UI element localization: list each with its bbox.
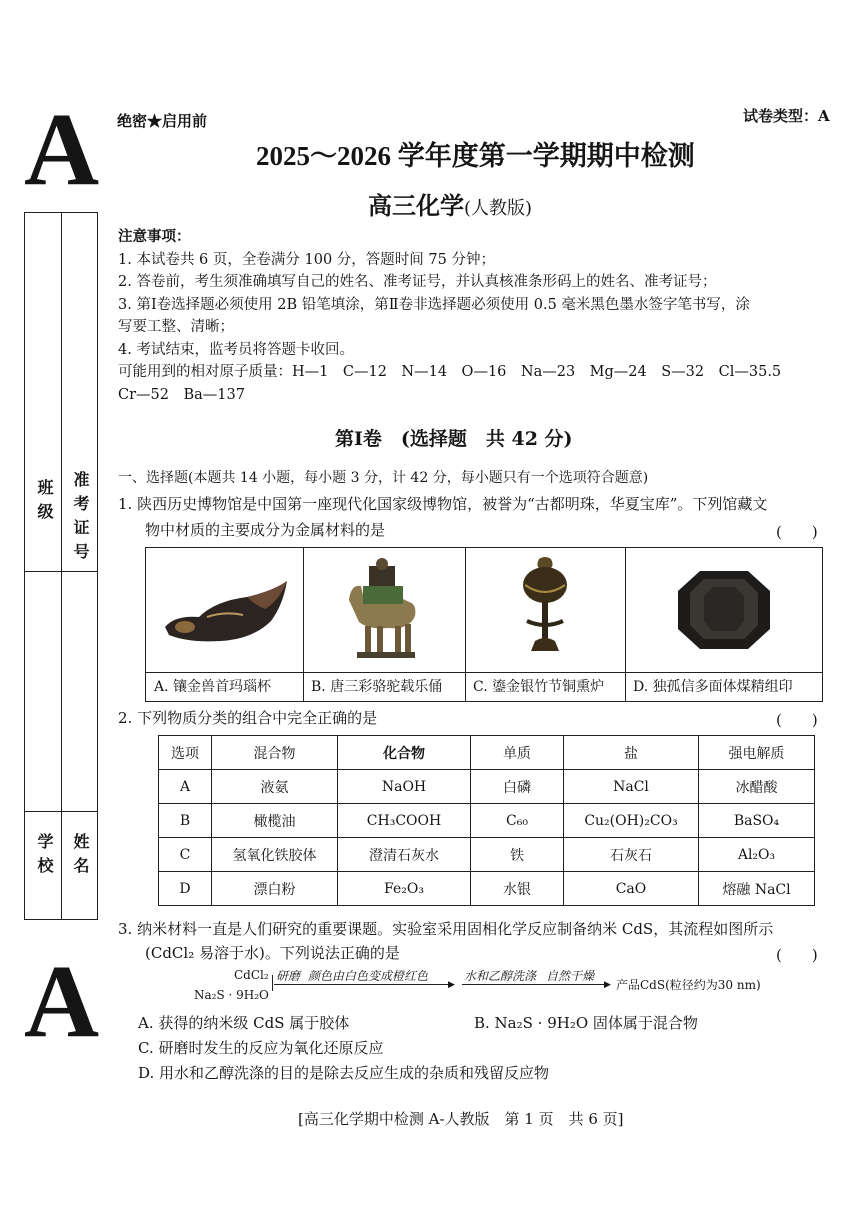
table-cell: 澄清石灰水 [338, 838, 471, 872]
coal-seal-image [625, 548, 822, 672]
section-title: 第Ⅰ卷 (选择题 共 42 分) [335, 428, 573, 450]
reactant-cdcl2: CdCl₂ [234, 968, 269, 982]
name-label: 姓名 [71, 833, 90, 881]
arrow-head-icon: ▶ [448, 980, 455, 990]
flow-arrow-2 [462, 984, 610, 985]
header-cell: 单质 [471, 736, 564, 770]
paper-type-letter-bottom: A [24, 944, 100, 1059]
option-c: C. 研磨时发生的反应为氧化还原反应 [138, 1039, 384, 1057]
strip-divider [61, 213, 62, 919]
flow-product: 产品CdS(粒径约为30 nm) [616, 978, 761, 992]
question-1-line-2: 物中材质的主要成分为金属材料的是 [145, 521, 386, 539]
answer-bracket: ( ) [776, 946, 818, 964]
table-cell: D [159, 872, 212, 906]
option-a-caption: A. 镶金兽首玛瑙杯 [146, 672, 303, 701]
notes-heading: 注意事项： [118, 228, 191, 245]
incense-burner-image [465, 548, 625, 672]
table-header-row [159, 736, 815, 770]
bracket-line [272, 975, 273, 991]
table-cell: 石灰石 [564, 838, 699, 872]
table-row [159, 838, 815, 872]
header-cell: 选项 [159, 736, 212, 770]
table-cell: 橄榄油 [212, 804, 338, 838]
flow-step-dry: 自然干燥 [546, 969, 595, 983]
option-b-caption: B. 唐三彩骆驼载乐俑 [303, 672, 465, 701]
question-2-stem: 2. 下列物质分类的组合中完全正确的是 [118, 709, 378, 727]
table-cell: B [159, 804, 212, 838]
exam-title: 2025～2026 学年度第一学期期中检测 [256, 141, 695, 171]
table-cell: 熔融 NaCl [699, 872, 815, 906]
table-cell: 液氨 [212, 770, 338, 804]
option-b-cell [303, 548, 466, 701]
page-footer: [高三化学期中检测 A-人教版 第 1 页 共 6 页] [298, 1110, 624, 1128]
table-row [159, 770, 815, 804]
table-cell: 铁 [471, 838, 564, 872]
process-flow [190, 966, 790, 1006]
table-row [159, 872, 815, 906]
note-item: 4. 考试结束，监考员将答题卡收回。 [118, 341, 354, 358]
table-cell: NaOH [338, 770, 471, 804]
option-d-caption: D. 独孤信多面体煤精组印 [625, 672, 822, 701]
note-item: 写要工整、清晰； [118, 319, 234, 335]
strip-line [25, 571, 97, 572]
artifact-table [145, 547, 823, 702]
table-cell: 氢氧化铁胶体 [212, 838, 338, 872]
table-cell: CH₃COOH [338, 804, 471, 838]
table-row [159, 804, 815, 838]
table-cell: CaO [564, 872, 699, 906]
flow-step-color: 颜色由白色变成橙红色 [308, 969, 429, 983]
subject-name: 高三化学 [368, 191, 464, 220]
option-b: B. Na₂S · 9H₂O 固体属于混合物 [474, 1014, 698, 1032]
answer-bracket: ( ) [776, 523, 818, 541]
table-cell: 水银 [471, 872, 564, 906]
option-d: D. 用水和乙醇洗涤的目的是除去反应生成的杂质和残留反应物 [138, 1064, 550, 1082]
option-a: A. 获得的纳米级 CdS 属于胶体 [138, 1014, 350, 1032]
table-cell: Al₂O₃ [699, 838, 815, 872]
secret-label: 绝密★启用前 [117, 112, 208, 130]
question-3-line-2: (CdCl₂ 易溶于水)。下列说法正确的是 [145, 944, 400, 962]
note-item: 1. 本试卷共 6 页，全卷满分 100 分，答题时间 75 分钟； [118, 251, 495, 268]
answer-bracket: ( ) [776, 711, 818, 729]
note-item: 2. 答卷前，考生须准确填写自己的姓名、准考证号，并认真核准条形码上的姓名、准考证号； [118, 274, 717, 290]
header-cell: 混合物 [212, 736, 338, 770]
table-cell: 漂白粉 [212, 872, 338, 906]
option-c-cell [465, 548, 626, 701]
arrow-head-icon: ▶ [604, 980, 611, 990]
candidate-info-strip [24, 212, 98, 920]
paper-type-letter-top: A [24, 92, 100, 207]
question-3-line-1: 3. 纳米材料一直是人们研究的重要课题。实验室采用固相化学反应制备纳米 CdS，其流程如图所示 [118, 920, 774, 938]
tricolor-camel-image [303, 548, 465, 672]
reactant-na2s: Na₂S · 9H₂O [194, 988, 269, 1002]
agate-cup-image [146, 548, 303, 672]
table-cell: Cu₂(OH)₂CO₃ [564, 804, 699, 838]
table-cell: C [159, 838, 212, 872]
flow-arrow-1 [274, 984, 454, 985]
subject-title [368, 186, 532, 221]
table-cell: 白磷 [471, 770, 564, 804]
section-intro: 一、选择题(本题共 14 小题，每小题 3 分，计 42 分，每小题只有一个选项符合题意) [118, 470, 649, 486]
option-a-cell [146, 548, 304, 701]
strip-line [25, 811, 97, 812]
class-label: 班级 [35, 479, 54, 527]
atomic-masses-cont: Cr—52 Ba—137 [118, 386, 245, 403]
table-cell: NaCl [564, 770, 699, 804]
edition: (人教版) [464, 198, 533, 219]
option-c-caption: C. 鎏金银竹节铜熏炉 [465, 672, 625, 701]
flow-step-grind: 研磨 [276, 969, 301, 983]
table-cell: 冰醋酸 [699, 770, 815, 804]
atomic-masses: 可能用到的相对原子质量：H—1 C—12 N—14 O—16 Na—23 Mg—24 S—32 Cl—35.5 [118, 364, 782, 380]
table-cell: Fe₂O₃ [338, 872, 471, 906]
question-1-line-1: 1. 陕西历史博物馆是中国第一座现代化国家级博物馆，被誉为“古都明珠，华夏宝库”。下列馆藏文 [118, 495, 768, 513]
header-cell: 盐 [564, 736, 699, 770]
option-d-cell [625, 548, 822, 701]
exam-number-label: 准考证号 [71, 471, 90, 567]
table-cell: BaSO₄ [699, 804, 815, 838]
header-cell: 化合物 [338, 736, 471, 770]
table-cell: C₆₀ [471, 804, 564, 838]
exam-notes [118, 226, 781, 406]
table-cell: A [159, 770, 212, 804]
classification-table [158, 735, 815, 906]
paper-type: 试卷类型：A [743, 107, 830, 125]
note-item: 3. 第Ⅰ卷选择题必须使用 2B 铅笔填涂，第Ⅱ卷非选择题必须使用 0.5 毫米黑色墨水签字笔书写，涂 [118, 296, 750, 313]
header-cell: 强电解质 [699, 736, 815, 770]
flow-step-wash: 水和乙醇洗涤 [464, 969, 537, 983]
school-label: 学校 [35, 833, 54, 881]
